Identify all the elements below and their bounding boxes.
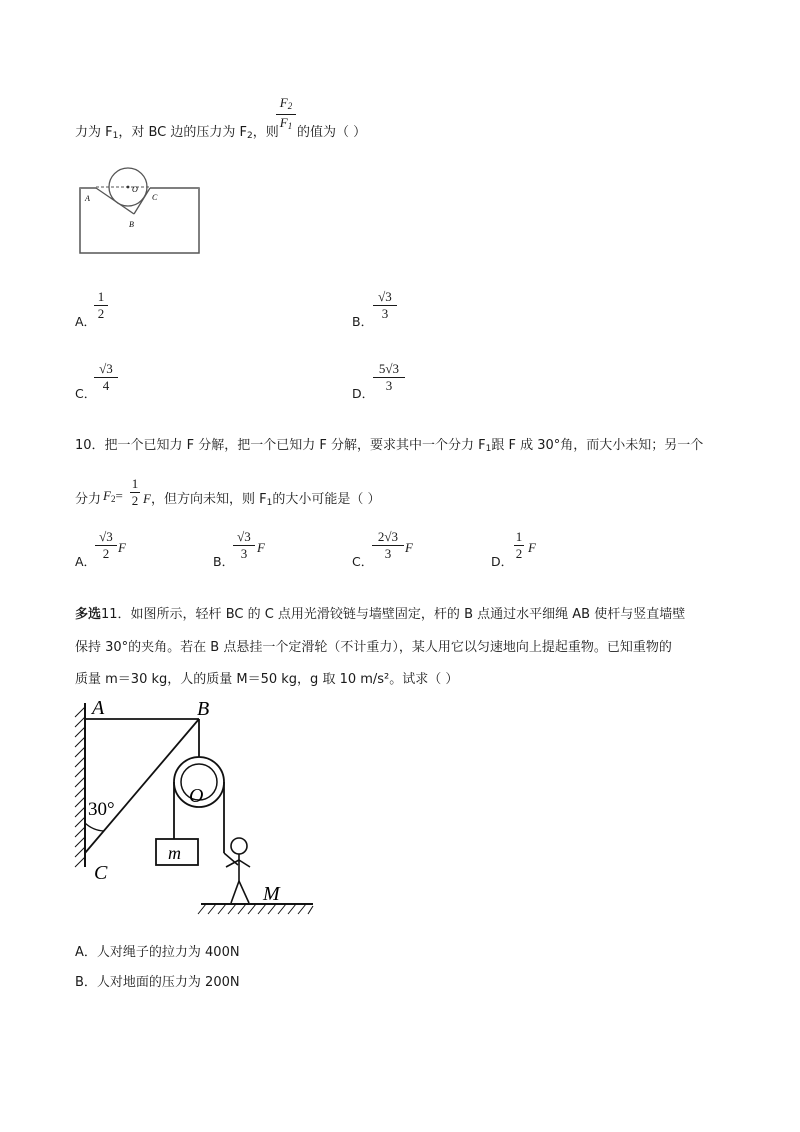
q10-line2-rest	[143, 488, 380, 508]
q11-option-b	[75, 971, 240, 990]
q9-ratio-den-sub: 1	[287, 121, 293, 131]
q10-option-a-label: A．	[75, 554, 97, 569]
q10-option-b-label: B．	[213, 554, 235, 569]
q9-option-c-num: √3	[99, 361, 113, 376]
q9-option-a-den: 2	[97, 306, 105, 321]
q11-tag: 多选	[75, 607, 102, 622]
q9-stem-sub1: 1	[112, 131, 119, 141]
q10-line1	[75, 434, 703, 454]
q9-center-dot	[127, 186, 130, 189]
q11-label-a: A	[92, 697, 105, 719]
q11-option-b-label: B．	[75, 975, 97, 990]
q10-option-d-num: 1	[515, 529, 523, 544]
q10-line1-text: 10．把一个已知力 F 分解，把一个已知力 F 分解，要求其中一个分力 F	[75, 438, 486, 453]
q10-option-a-den: 2	[102, 546, 110, 561]
q10-line2-prefix	[75, 488, 101, 507]
q11-label-m: m	[168, 843, 181, 863]
q9-ratio-num-sub: 2	[287, 101, 293, 111]
q10-option-b-tail: F	[257, 540, 265, 555]
q11-line1	[75, 603, 685, 622]
q9-stem-prefix: 力为 F	[75, 125, 113, 140]
q9-ratio-den: F	[279, 115, 288, 130]
q10-option-d-den: 2	[515, 546, 523, 561]
q9-stem-suffix	[297, 121, 366, 140]
q10-option-c-den: 3	[384, 546, 392, 561]
q10-line1-sub: 1	[485, 444, 492, 454]
q11-line2: 保持 30°的夹角。若在 B 点悬挂一个定滑轮（不计重力），某人用它以匀速地向上提起重物。已知重物的	[75, 640, 672, 655]
q9-ratio-num: F	[279, 95, 288, 110]
q10-option-b-fraction	[233, 530, 255, 561]
q10-option-c-tail: F	[405, 540, 413, 555]
q10-line1-tail: 跟 F 成 30°角，而大小未知；另一个	[491, 438, 704, 453]
q9-option-a-fraction	[94, 290, 108, 321]
q9-stem-mid: ，对 BC 边的压力为 F	[118, 125, 248, 140]
q11-label-c: C	[94, 862, 108, 884]
q9-label-b: B	[129, 220, 134, 229]
q11-label-big-m: M	[263, 883, 280, 905]
q10-option-b-num: √3	[237, 529, 251, 544]
q9-option-b-num: √3	[378, 289, 392, 304]
q9-option-d-fraction	[373, 362, 405, 393]
q9-option-c-fraction	[94, 362, 118, 393]
q11-label-o: O	[189, 785, 204, 807]
q10-line2-sub: 1	[266, 498, 273, 508]
q10-line2-suffix: 的大小可能是（ ）	[272, 492, 381, 507]
q10-eq: =	[115, 488, 123, 503]
q10-option-c-num: 2√3	[377, 529, 399, 544]
q10-option-d-label: D．	[491, 554, 514, 569]
q9-option-b-fraction	[373, 290, 397, 321]
q9-option-c-den: 4	[102, 378, 110, 393]
q10-f-after: F	[143, 491, 151, 506]
q9-option-a-label: A．	[75, 314, 97, 329]
q9-option-b-label: B．	[352, 314, 374, 329]
q9-figure	[78, 165, 204, 257]
q10-option-c-label: C．	[352, 554, 374, 569]
q10-option-c-fraction	[372, 530, 404, 561]
q9-stem-then: ，则	[252, 125, 279, 140]
q10-line2-mid: ，但方向未知，则 F	[150, 492, 267, 507]
q11-line3: 质量 m＝30 kg，人的质量 M＝50 kg，g 取 10 m/s²。试求（ ）	[75, 672, 459, 687]
q10-option-d-fraction	[514, 530, 524, 561]
q9-stem-sub2: 2	[247, 131, 253, 141]
q10-half-fraction	[130, 477, 140, 508]
q9-label-o: O	[132, 185, 138, 194]
q10-f2: F	[103, 488, 111, 503]
q11-line1-text: 11．如图所示，轻杆 BC 的 C 点用光滑铰链与墙壁固定，杆的 B 点通过水平细绳 AB 使杆与竖直墙壁	[101, 607, 686, 622]
q11-label-angle: 30°	[88, 799, 115, 820]
q9-option-d-label: D．	[352, 386, 375, 401]
q11-label-b: B	[197, 698, 210, 720]
q9-container-box	[80, 188, 199, 253]
q11-angle-arc	[85, 823, 104, 831]
q11-wall-hatching	[75, 707, 85, 867]
q10-option-a-num: √3	[99, 529, 113, 544]
q9-label-a: A	[85, 194, 90, 203]
q10-line2-prefix-text: 分力	[75, 492, 102, 507]
q9-option-c-label: C．	[75, 386, 97, 401]
q10-option-a-tail: F	[118, 540, 126, 555]
q11-option-a-text: 人对绳子的拉力为 400N	[96, 945, 240, 960]
q10-option-d-tail: F	[528, 540, 536, 555]
q10-option-b-den: 3	[240, 546, 248, 561]
q9-ratio-fraction	[276, 96, 296, 133]
q11-option-b-text: 人对地面的压力为 200N	[96, 975, 240, 990]
q9-option-a-num: 1	[97, 289, 105, 304]
q9-label-c: C	[152, 193, 158, 202]
q11-option-a-label: A．	[75, 945, 97, 960]
q11-man-figure	[226, 838, 250, 903]
q11-figure	[68, 695, 318, 925]
q9-option-d-den: 3	[385, 378, 393, 393]
q10-half-num: 1	[131, 476, 139, 491]
q10-f2-expr	[103, 488, 123, 504]
q9-option-b-den: 3	[381, 306, 389, 321]
q9-stem-suffix-text: 的值为（ ）	[297, 125, 367, 140]
q11-ground-hatching	[198, 904, 313, 914]
q9-option-d-num: 5√3	[378, 361, 400, 376]
q9-stem	[75, 121, 279, 141]
q11-option-a	[75, 941, 240, 960]
q10-f2-sub: 2	[110, 494, 116, 504]
q10-half-den: 2	[131, 493, 139, 508]
q10-option-a-fraction	[95, 530, 117, 561]
